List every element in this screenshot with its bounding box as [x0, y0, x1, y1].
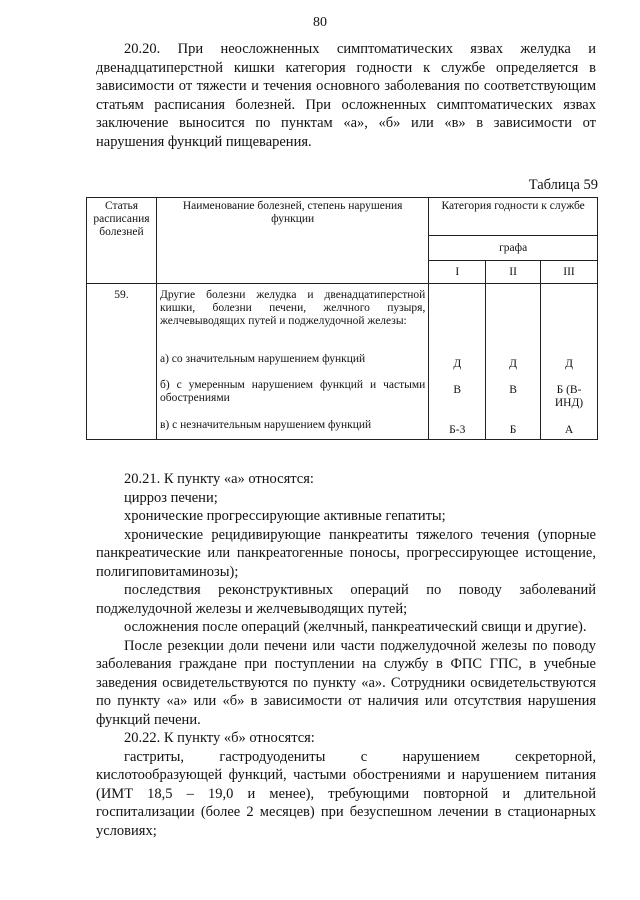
row-article: 59. [87, 284, 157, 440]
header-article: Статья расписания болезней [87, 198, 157, 284]
line-2021: 20.21. К пункту «а» относятся: [124, 471, 314, 487]
header-col-1: I [429, 261, 486, 284]
cell-c-3: А [564, 424, 574, 436]
body-text [96, 470, 596, 840]
header-grafa: графа [429, 236, 598, 261]
paragraph-20-20: 20.20. При неосложненных симптоматических язвах желудка и двенадцатиперстной кишки категория годности к службе определяется в зависимости от тяжести и течения основного заболевания по соответствующим статьям расписания болезней. При осложненных симптоматических язвах заключение выносится по пунктам «а», «б» или «в» в зависимости от нарушения функций пищеварения. [96, 41, 596, 150]
line-cirrhosis: цирроз печени; [124, 489, 218, 506]
cell-a-2: Д [509, 358, 518, 370]
line-pancreatitis: хронические рецидивирующие панкреатиты тяжелого течения (упорные панкреатические или панкреатогенные поносы, прогрессирующее истощение, полигиповитаминозы); [96, 526, 596, 580]
cell-b-1: В [453, 384, 462, 396]
cell-a-3: Д [565, 358, 573, 370]
line-hepatitis: хронические прогрессирующие активные гепатиты; [124, 508, 446, 524]
header-name: Наименование болезней, степень нарушения функции [156, 198, 428, 284]
header-col-3: III [541, 261, 598, 284]
header-col-2: II [486, 261, 541, 284]
page-number: 80 [313, 15, 327, 30]
line-reconstructive: последствия реконструктивных операций по поводу заболеваний поджелудочной железы и желчевыводящих путей; [96, 582, 596, 617]
cell-c-2: Б [509, 424, 517, 436]
line-resection: После резекции доли печени или части поджелудочной железы по поводу заболевания граждане при поступлении на службу в ФПС ГПС, в учебные заведения освидетельствуются по пункту «а». Сотрудники освидетельствуются по пункту «а» или «б» в зависимости от наличия или отсутствия нарушения функций печени. [96, 637, 596, 728]
table-59 [86, 197, 598, 440]
line-gastritis: гастриты, гастродуодениты с нарушением секреторной, кислотообразующей функций, частыми обострениями и нарушением питания (ИМТ 18,5 – 19,0 и менее), требующими повторной и длительной госпитализации (более 2 месяцев) при безуспешном лечении в стационарных условиях; [96, 748, 596, 839]
cell-a-1: Д [453, 358, 462, 370]
cell-b-2: В [509, 384, 517, 396]
line-2022: 20.22. К пункту «б» относятся: [124, 730, 315, 746]
row-label-b: б) с умеренным нарушением функций и частыми обострениями [156, 377, 428, 417]
cell-b-3: Б (В-ИНД) [554, 384, 584, 409]
line-complications: осложнения после операций (желчный, панкреатический свищи и другие). [124, 619, 587, 635]
header-category: Категория годности к службе [429, 198, 598, 236]
row-title: Другие болезни желудка и двенадцатиперстной кишки, болезни печени, желчного пузыря, желчевыводящих путей и поджелудочной железы: [156, 284, 428, 352]
cell-c-1: Б-3 [449, 424, 466, 436]
table-caption: Таблица 59 [528, 177, 598, 193]
row-label-c: в) с незначительным нарушением функций [156, 417, 428, 440]
row-label-a: а) со значительным нарушением функций [156, 351, 428, 377]
